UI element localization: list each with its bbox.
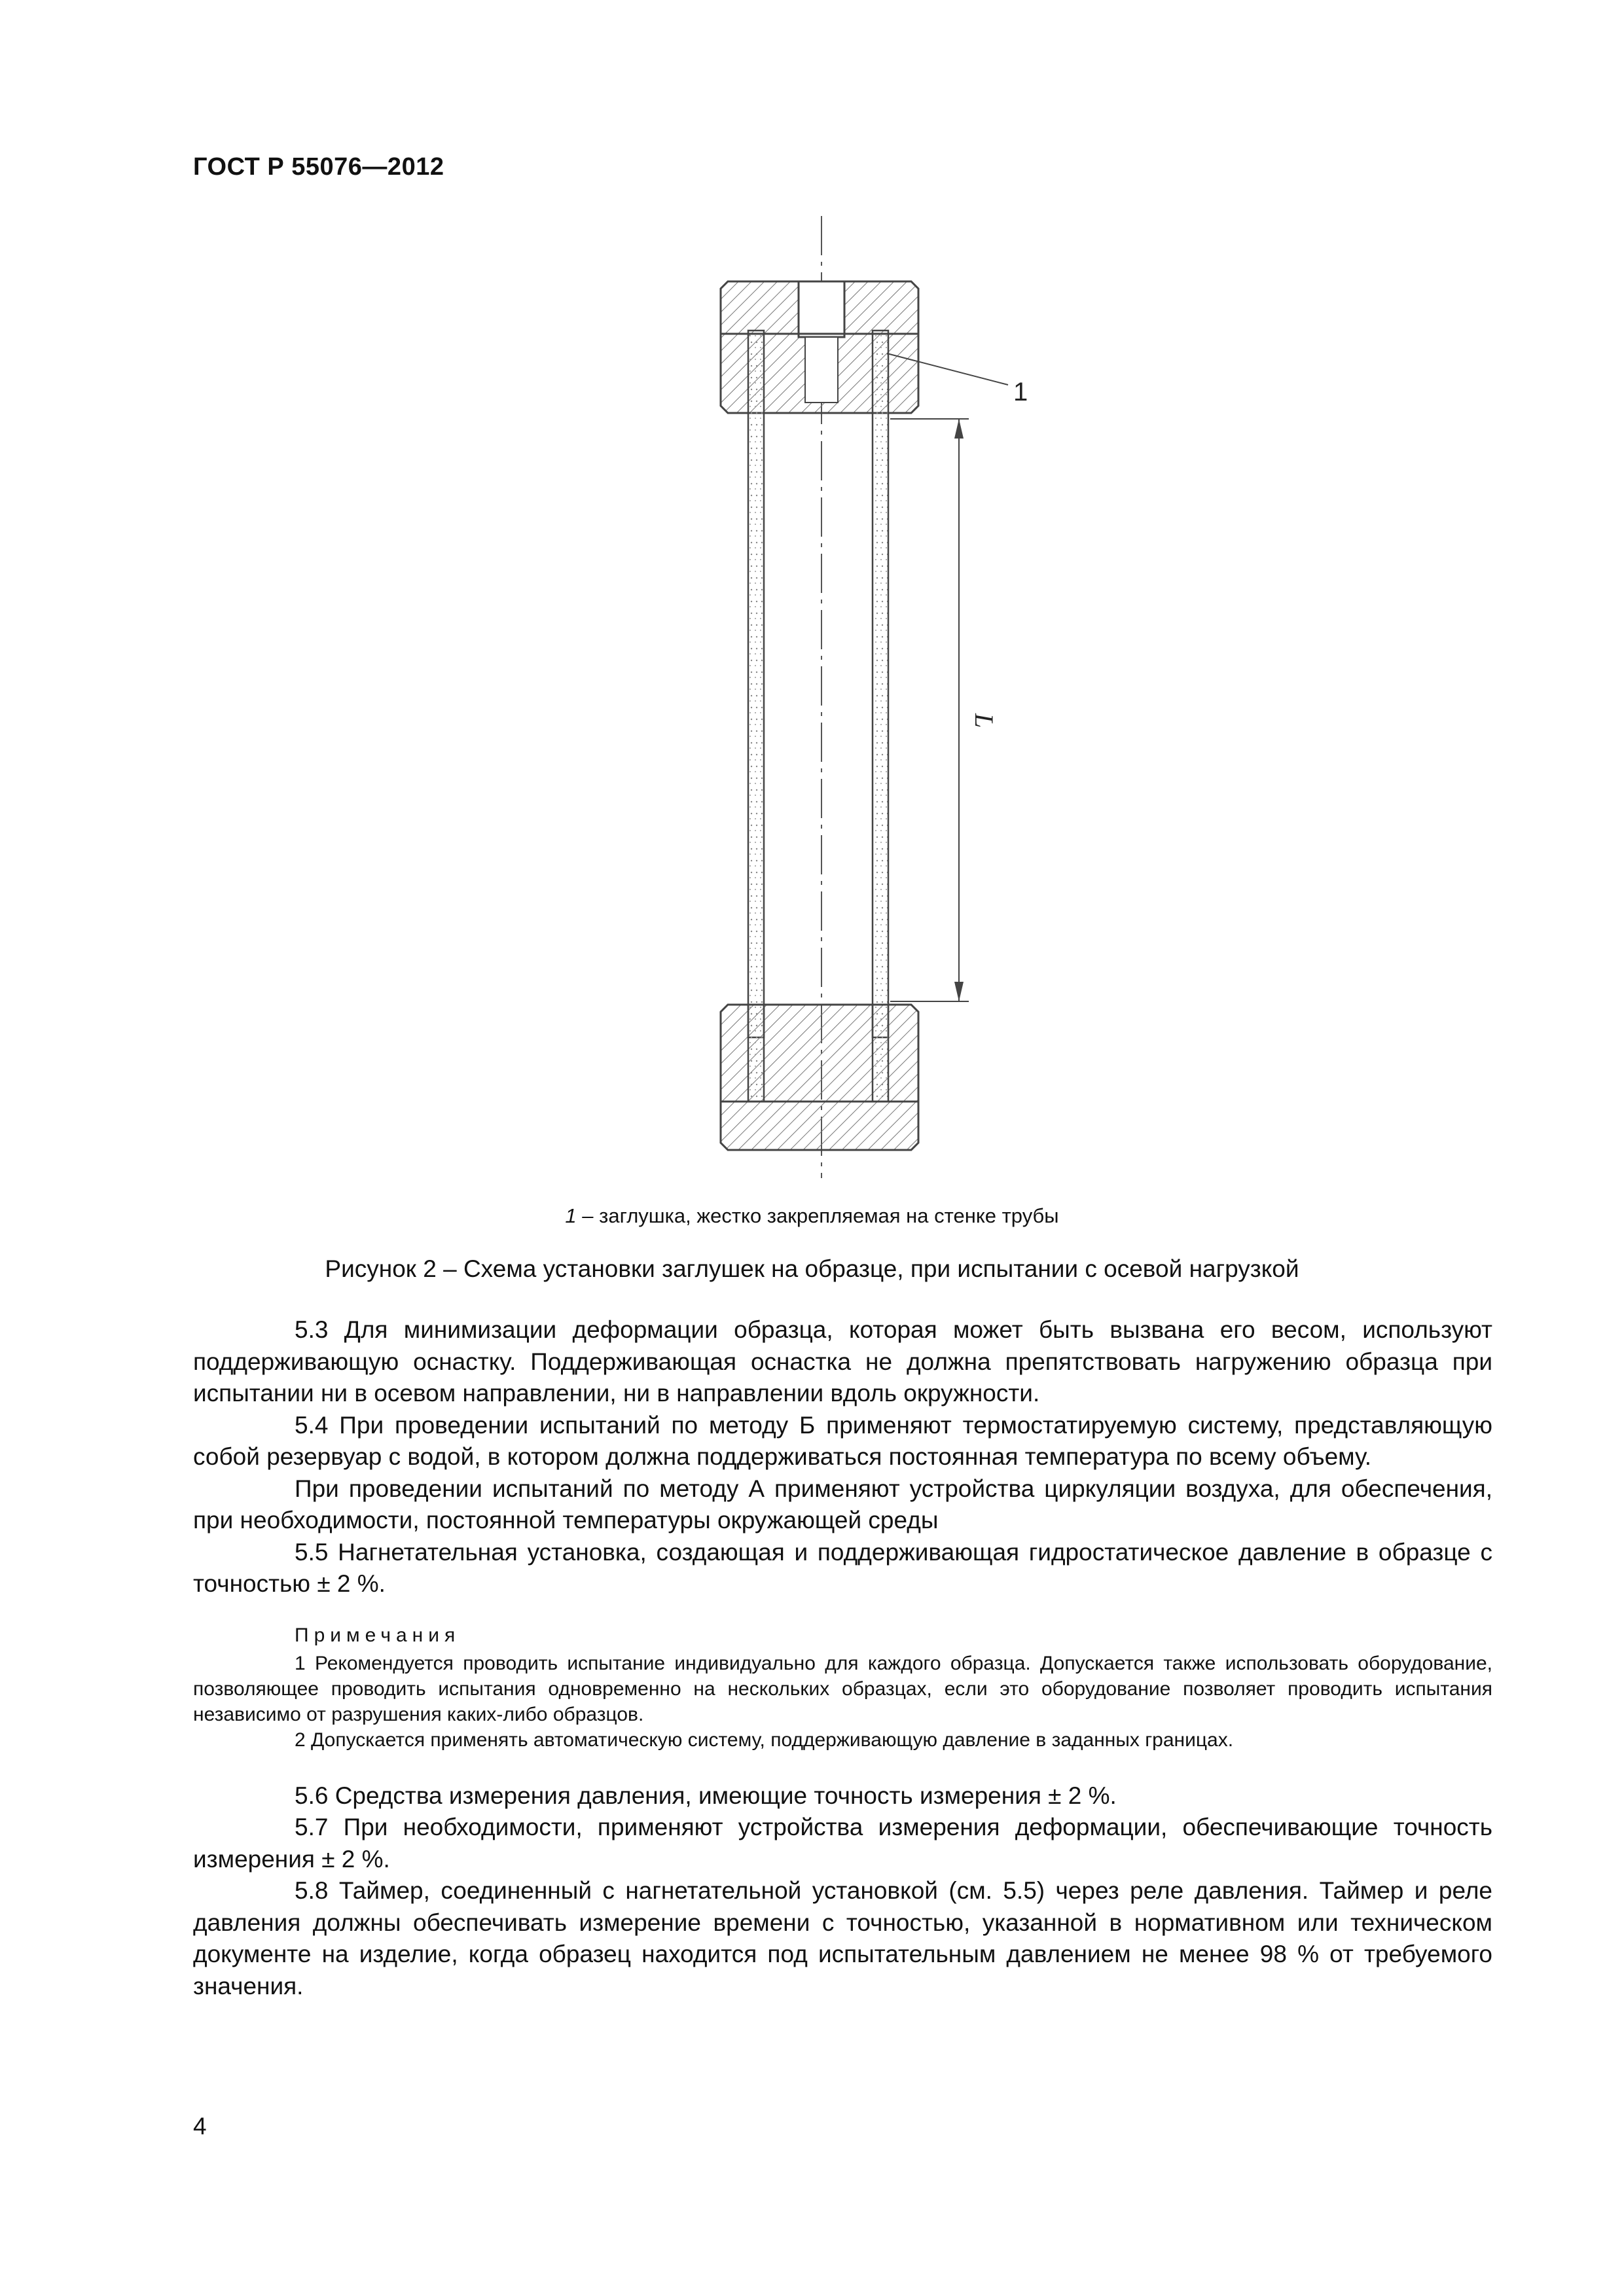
legend-number: 1 <box>565 1204 577 1227</box>
top-plug-center-hole <box>799 281 844 337</box>
dimension-label-l: L <box>969 713 999 728</box>
figure-plug-installation-diagram <box>655 209 1080 1191</box>
paragraph-5-5: 5.5 Нагнетательная установка, создающая и поддерживающая гидростатическое давление в образце с точностью ± 2 %. <box>193 1538 1492 1597</box>
paragraph-5-4: 5.4 При проведении испытаний по методу Б применяют термостатируемую систему, представляющую собой резервуар с водой, в котором должна поддерживаться постоянная температура по всему объему. <box>193 1411 1492 1470</box>
note-1: 1 Рекомендуется проводить испытание индивидуально для каждого образца. Допускается также использовать оборудование, позволяющее проводить испытания одновременно на нескольких образцах, если это оборудование позволяет проводить испытания независимо от разрушения каких-либо образцов. <box>193 1652 1492 1725</box>
top-plug-bore <box>805 337 838 403</box>
figure-legend <box>0 1204 1624 1228</box>
paragraph-5-7: 5.7 При необходимости, применяют устройства измерения деформации, обеспечивающие точность измерения ± 2 %. <box>193 1814 1492 1873</box>
diagram-svg <box>655 209 1080 1191</box>
document-header: ГОСТ Р 55076—2012 <box>193 153 444 181</box>
page-number: 4 <box>193 2113 207 2140</box>
note-2: 2 Допускается применять автоматическую систему, поддерживающую давление в заданных границах. <box>295 1729 1234 1751</box>
body-text <box>193 1314 1492 2002</box>
after-notes-block <box>193 1780 1492 2003</box>
notes-heading: Примечания <box>295 1624 461 1646</box>
figure-caption: Рисунок 2 – Схема установки заглушек на образце, при испытании с осевой нагрузкой <box>325 1255 1299 1282</box>
bottom-plug <box>721 1005 918 1150</box>
paragraph-5-4-continued: При проведении испытаний по методу А применяют устройства циркуляции воздуха, для обеспечения, при необходимости, постоянной температуры окружающей среды <box>193 1475 1492 1534</box>
callout-label-1: 1 <box>1013 378 1028 406</box>
paragraph-5-8: 5.8 Таймер, соединенный с нагнетательной установкой (см. 5.5) через реле давления. Таймер и реле давления должны обеспечивать измерение времени с точностью, указанной в нормативном или техническом документе на изделие, когда образец находится под испытательным давлением не менее 98 % от требуемого значения. <box>193 1877 1492 2000</box>
dimension-l <box>890 419 999 1001</box>
paragraph-5-6: 5.6 Средства измерения давления, имеющие точность измерения ± 2 %. <box>295 1782 1117 1809</box>
pipe-specimen <box>748 331 888 1037</box>
pipe-wall-right <box>873 331 888 1037</box>
notes-block <box>193 1623 1492 1753</box>
pipe-wall-left <box>748 331 764 1037</box>
paragraph-5-3: 5.3 Для минимизации деформации образца, которая может быть вызвана его весом, используют поддерживающую оснастку. Поддерживающая оснастка не должна препятствовать нагружению образца при испытании ни в осевом направлении, ни в направлении вдоль окружности. <box>193 1316 1492 1407</box>
legend-text: – заглушка, жестко закрепляемая на стенке трубы <box>576 1204 1059 1227</box>
